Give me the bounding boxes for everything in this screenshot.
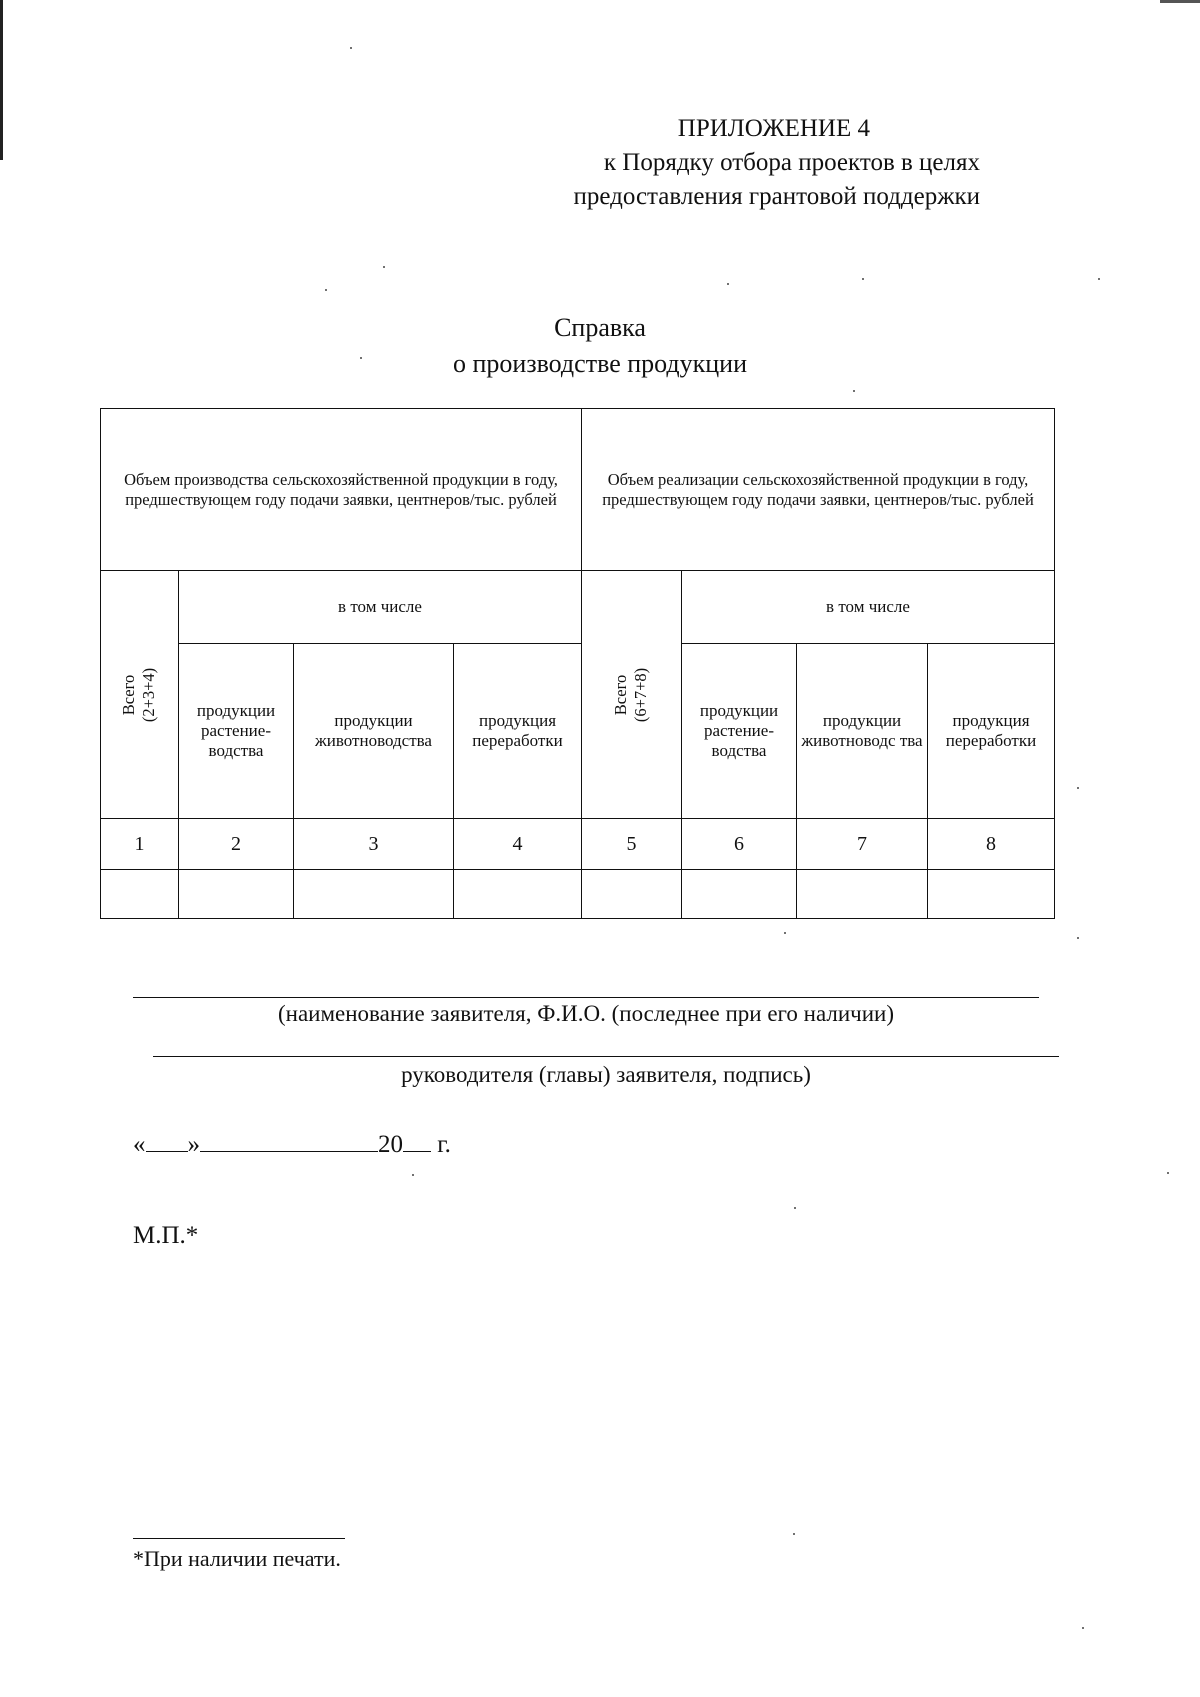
year-suffix: г. [437,1131,451,1158]
scan-speck [383,266,385,268]
col-number: 7 [797,819,928,870]
col-processing-sales: продукция переработки [928,644,1055,819]
including-right: в том числе [682,571,1055,644]
appendix-line-2: предоставления грантовой поддержки [573,183,980,210]
scan-speck [1077,787,1079,789]
entry-cell[interactable] [294,870,454,919]
col-processing-production: продукция переработки [454,644,582,819]
col-livestock-sales: продукции животноводс тва [797,644,928,819]
date-open-quote: « [133,1131,146,1158]
document-subtitle: о производстве продукции [452,349,747,378]
header-production: Объем производства сельскохозяйственной продукции в году, предшествующем году подачи заявки, центнеров/тыс. рублей [101,409,582,571]
scan-speck [1082,1627,1084,1629]
col-crop-sales: продукции растение-водства [682,644,797,819]
scan-speck [360,357,362,359]
scan-speck [784,932,786,934]
entry-cell[interactable] [101,870,179,919]
date-line [133,1127,451,1160]
day-blank[interactable] [146,1127,188,1152]
signature-caption-1: (наименование заявителя, Ф.И.О. (последнее при его наличии) [278,1001,894,1026]
col-livestock-production: продукции животноводства [294,644,454,819]
scan-speck [325,289,327,291]
entry-cell[interactable] [928,870,1055,919]
production-table [100,408,1055,919]
date-close-quote: » [187,1131,200,1158]
entry-cell[interactable] [797,870,928,919]
data-entry-row [101,870,1055,919]
col-number: 4 [454,819,582,870]
signature-line-2[interactable] [153,1056,1059,1057]
total-sales-cell [582,571,682,819]
scan-edge-mark [1160,0,1200,3]
scan-edge-mark [0,0,3,160]
scan-speck [862,278,864,280]
col-number: 1 [101,819,179,870]
entry-cell[interactable] [454,870,582,919]
col-crop-production: продукции растение-водства [179,644,294,819]
scan-speck [793,1533,795,1535]
appendix-line-1: к Порядку отбора проектов в целях [603,149,980,176]
scan-speck [1098,278,1100,280]
scan-speck [727,283,729,285]
appendix-header [573,112,980,214]
entry-cell[interactable] [179,870,294,919]
col-number: 8 [928,819,1055,870]
scan-speck [1077,937,1079,939]
signature-line-1[interactable] [133,997,1039,998]
document-title: Справка [554,313,646,342]
footnote-separator [133,1538,345,1539]
total-sales-label: Всего (6+7+8) [611,667,651,722]
header-sales: Объем реализации сельскохозяйственной продукции в году, предшествующем году подачи заявки, центнеров/тыс. рублей [582,409,1055,571]
entry-cell[interactable] [682,870,797,919]
year-blank[interactable] [403,1127,431,1152]
appendix-title: ПРИЛОЖЕНИЕ 4 [677,115,870,142]
col-number: 3 [294,819,454,870]
document-title-block [0,310,1200,382]
month-blank[interactable] [200,1127,378,1152]
footnote: *При наличии печати. [133,1546,341,1571]
entry-cell[interactable] [582,870,682,919]
stamp-place: М.П.* [133,1222,199,1249]
column-numbers-row [101,819,1055,870]
scan-speck [794,1207,796,1209]
scan-speck [853,390,855,392]
total-production-cell [101,571,179,819]
col-number: 2 [179,819,294,870]
scan-speck [350,47,352,49]
scan-speck [412,1174,414,1176]
scan-speck [1167,1172,1169,1174]
signature-caption-2: руководителя (главы) заявителя, подпись) [401,1062,811,1087]
col-number: 5 [582,819,682,870]
total-production-label: Всего (2+3+4) [119,667,159,722]
year-prefix: 20 [378,1131,403,1158]
col-number: 6 [682,819,797,870]
including-left: в том числе [179,571,582,644]
